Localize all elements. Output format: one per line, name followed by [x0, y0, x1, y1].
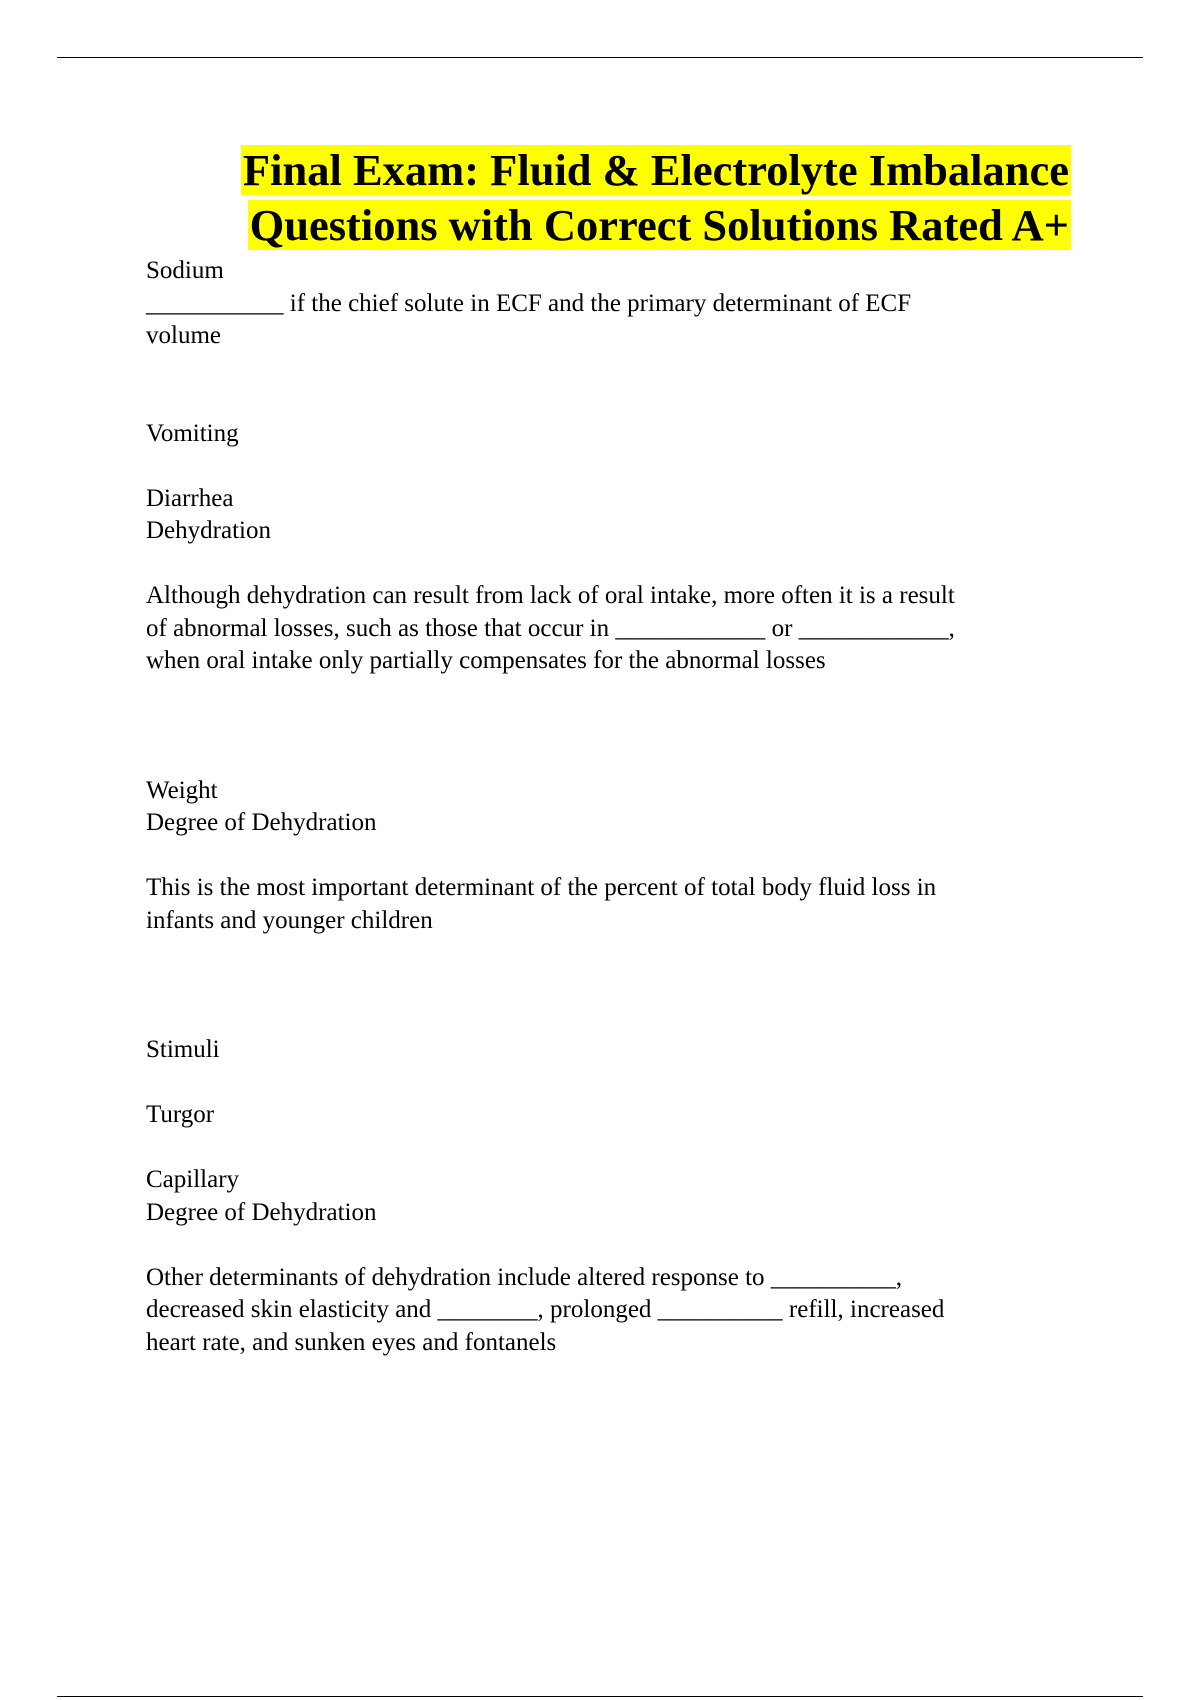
answer-line: Turgor [146, 1101, 215, 1128]
top-rule [57, 57, 1143, 58]
document-body [146, 143, 1071, 1359]
answer-line: Dehydration [146, 517, 271, 544]
flashcard-4 [146, 1034, 1071, 1359]
answer-line: Capillary [146, 1166, 240, 1193]
answer-line: Sodium [146, 257, 224, 284]
spacer [146, 450, 1071, 483]
answer-line: Degree of Dehydration [146, 1198, 377, 1226]
flashcard-1 [146, 255, 1071, 353]
document-title: Final Exam: Fluid & Electrolyte Imbalance Questions with Correct Solutions Rated A+ [242, 145, 1069, 250]
flashcard-3 [146, 775, 1071, 938]
spacer [146, 1229, 1071, 1262]
question-text: ___________ if the chief solute in ECF and the primary determinant of ECF volume [146, 289, 912, 349]
spacer [146, 1132, 1071, 1165]
flashcard-2 [146, 418, 1071, 678]
spacer [146, 1067, 1071, 1100]
spacer [146, 937, 1071, 1034]
answer-line: Degree of Dehydration [146, 809, 377, 836]
spacer [146, 548, 1071, 581]
bottom-rule [57, 1696, 1143, 1697]
spacer [146, 840, 1071, 873]
answer-line: Stimuli [146, 1036, 220, 1063]
answer-line: Diarrhea [146, 484, 234, 512]
question-text: Although dehydration can result from lack of oral intake, more often it is a result of abnormal losses, such as those that occur in ____________ or ____________, when oral intake only partially compensates for the abnormal losses [146, 582, 955, 674]
answer-line: Weight [146, 776, 218, 804]
answer-line: Vomiting [146, 419, 239, 447]
question-text: This is the most important determinant of the percent of total body fluid loss in infants and younger children [146, 874, 937, 934]
title-block [131, 143, 1071, 253]
spacer [146, 353, 1071, 418]
question-text: Other determinants of dehydration include altered response to __________, decreased skin elasticity and ________, prolonged __________ refill, increased heart rate, and sunken eyes and fontanels [146, 1263, 945, 1356]
spacer [146, 678, 1071, 775]
